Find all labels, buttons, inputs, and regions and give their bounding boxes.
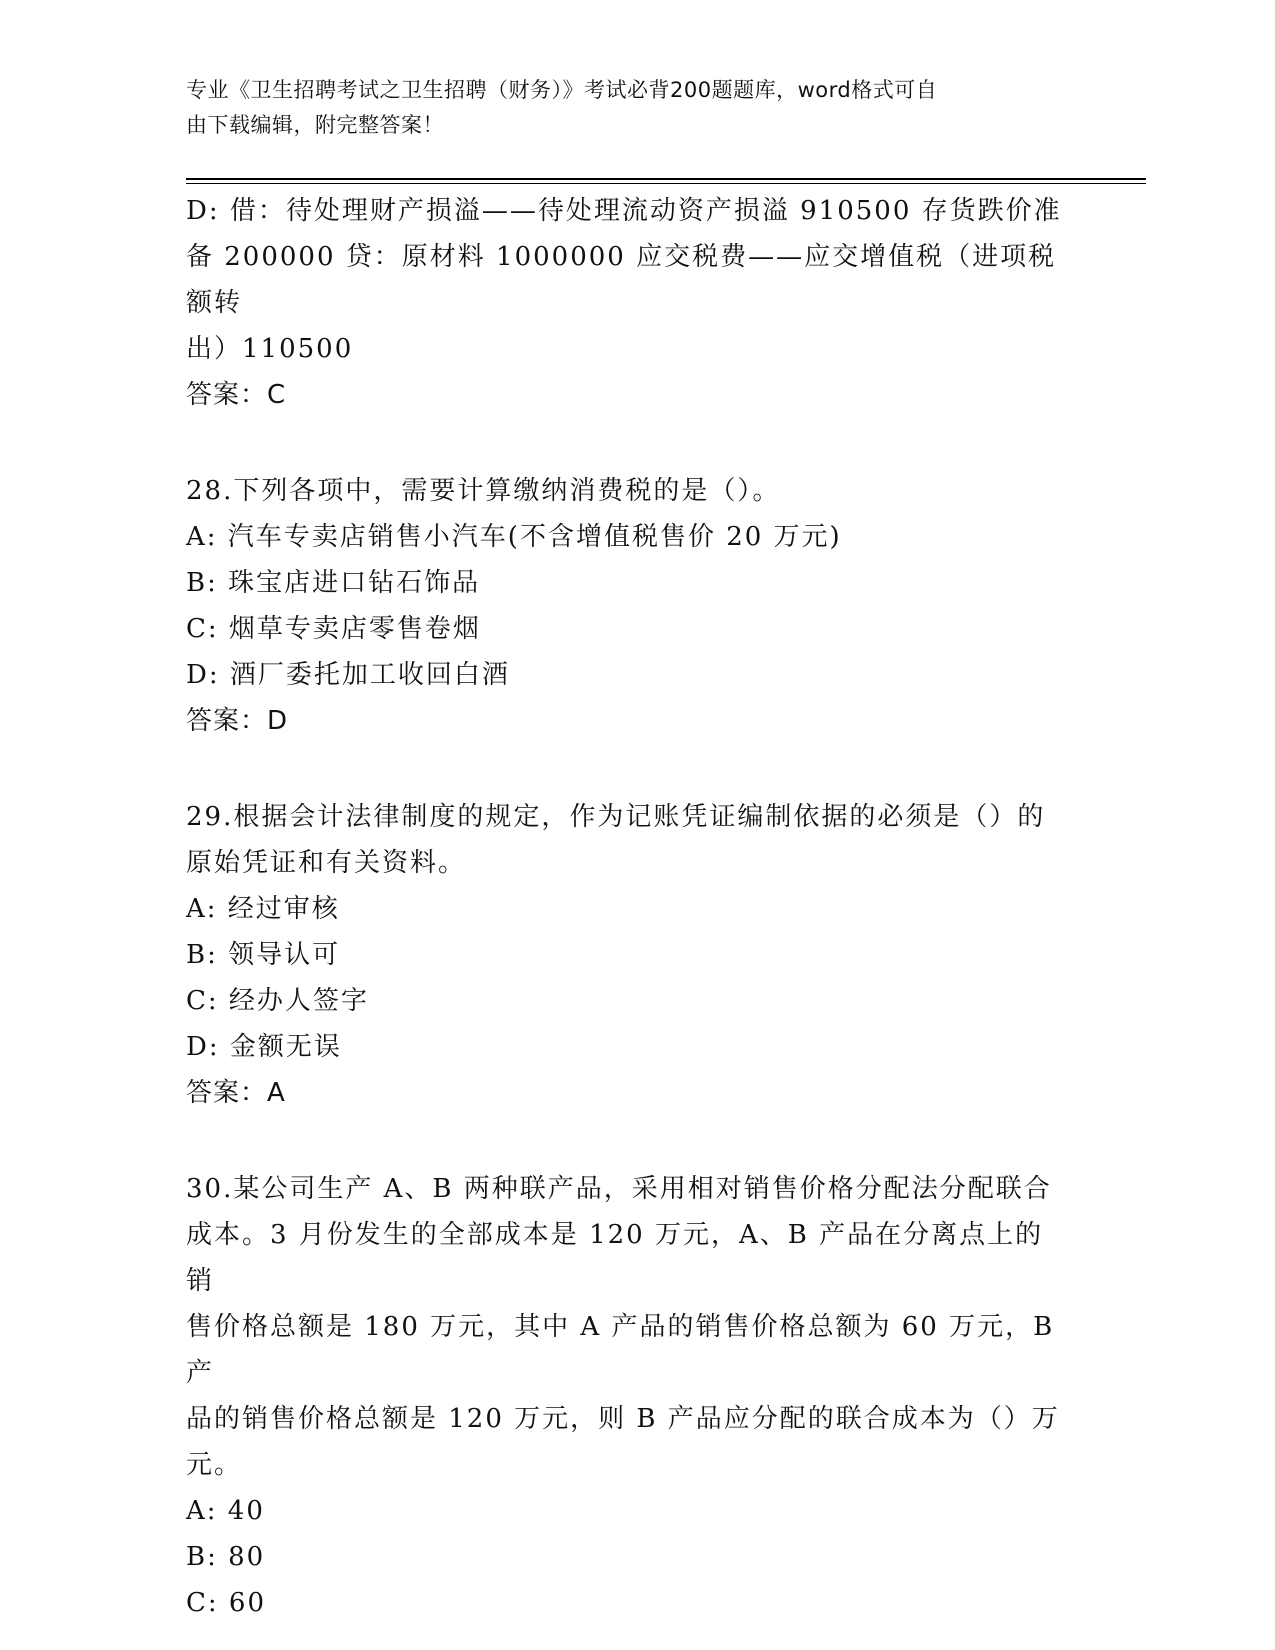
question-text-line-1: 30.某公司生产 A、B 两种联产品，采用相对销售价格分配法分配联合 (186, 1174, 1052, 1204)
answer-label: 答案：A (186, 1078, 286, 1108)
document-header (186, 73, 1066, 143)
header-line-2: 由下载编辑，附完整答案！ (186, 113, 444, 137)
option-b: B: 80 (186, 1542, 266, 1572)
question-text-line-2: 成本。3 月份发生的全部成本是 120 万元，A、B 产品在分离点上的销 (186, 1220, 1044, 1296)
question-text-line-3: 售价格总额是 180 万元，其中 A 产品的销售价格总额为 60 万元，B 产 (186, 1312, 1065, 1388)
header-line-1: 专业《卫生招聘考试之卫生招聘（财务）》考试必背200题题库，word格式可自 (186, 78, 938, 102)
option-d: D: 酒厂委托加工收回白酒 (186, 660, 510, 690)
document-body (186, 188, 1066, 1626)
answer-label: 答案：C (186, 380, 287, 410)
question-28 (186, 468, 1066, 744)
header-divider-thin (186, 183, 1146, 184)
option-a: A: 汽车专卖店销售小汽车(不含增值税售价 20 万元) (186, 522, 842, 552)
option-d-line-3: 出）110500 (186, 334, 354, 364)
option-b: B: 领导认可 (186, 940, 341, 970)
question-text-line-4: 品的销售价格总额是 120 万元，则 B 产品应分配的联合成本为（）万 (186, 1404, 1060, 1434)
option-b: B: 珠宝店进口钻石饰品 (186, 568, 481, 598)
option-a: A: 经过审核 (186, 894, 340, 924)
option-c: C: 烟草专卖店零售卷烟 (186, 614, 481, 644)
answer-label: 答案：D (186, 706, 289, 736)
question-text-line-2: 原始凭证和有关资料。 (186, 848, 467, 878)
option-a: A: 40 (186, 1496, 265, 1526)
question-27-tail (186, 188, 1066, 418)
option-c: C: 60 (186, 1588, 267, 1618)
option-c: C: 经办人签字 (186, 986, 369, 1016)
header-divider-thick (186, 178, 1146, 180)
question-text: 28.下列各项中，需要计算缴纳消费税的是（）。 (186, 476, 781, 506)
question-30 (186, 1166, 1066, 1626)
option-d: D: 金额无误 (186, 1032, 342, 1062)
question-29 (186, 794, 1066, 1116)
question-text-line-5: 元。 (186, 1450, 243, 1480)
question-text-line-1: 29.根据会计法律制度的规定，作为记账凭证编制依据的必须是（）的 (186, 802, 1046, 832)
option-d-line-1: D: 借：待处理财产损溢——待处理流动资产损溢 910500 存货跌价准 (186, 196, 1062, 226)
option-d-line-2: 备 200000 贷：原材料 1000000 应交税费——应交增值税（进项税额转 (186, 242, 1057, 318)
